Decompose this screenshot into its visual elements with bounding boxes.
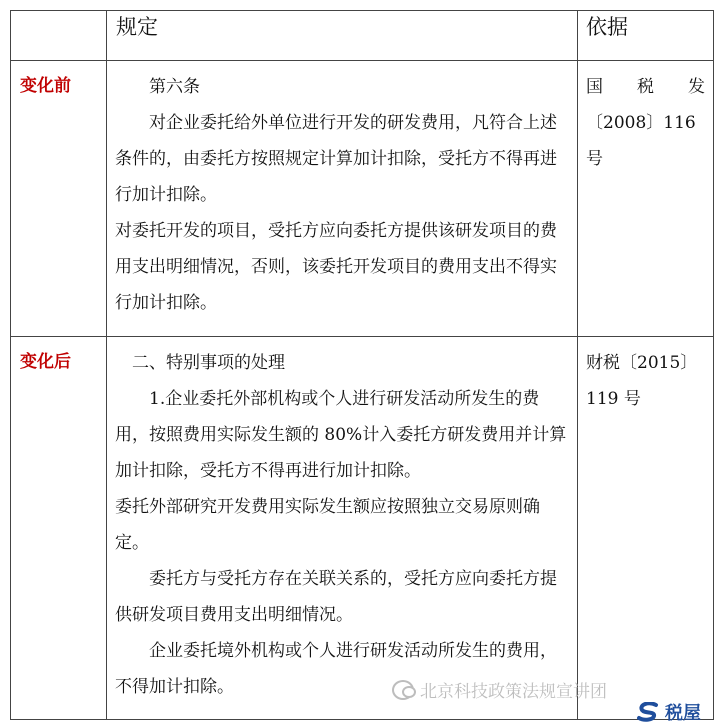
basis-line: 财税〔2015〕: [586, 353, 698, 373]
basis-char: 发: [688, 77, 705, 97]
rule-paragraph: 1.企业委托外部机构或个人进行研发活动所发生的费用，按照费用实际发生额的 80%计入委托方研发费用并计算加计扣除，受托方不得再进行加计扣除。: [115, 389, 567, 481]
watermark-text: 北京科技政策法规宣讲团: [420, 682, 607, 702]
basis-char: 税: [637, 77, 654, 97]
rule-before: [107, 61, 578, 337]
basis-char: 国: [586, 77, 603, 97]
header-basis: 依据: [578, 11, 714, 61]
rule-paragraph: 二、特别事项的处理: [132, 353, 285, 373]
rule-paragraph: 对委托开发的项目，受托方应向委托方提供该研发项目的费用支出明细情况，否则，该委托开发项目的费用支出不得实行加计扣除。: [115, 221, 557, 313]
policy-comparison-table: [10, 10, 714, 720]
basis-line: 119 号: [586, 389, 641, 409]
basis-line: [586, 69, 705, 105]
rule-paragraph: 委托方与受托方存在关联关系的，受托方应向委托方提供研发项目费用支出明细情况。: [115, 569, 557, 625]
watermark: [392, 677, 607, 702]
table-header-row: [11, 11, 714, 61]
logo-text: 税屋: [665, 703, 701, 724]
basis-line: 〔2008〕116: [586, 113, 696, 133]
table-row-before: [11, 61, 714, 337]
rule-paragraph: 第六条: [149, 77, 200, 97]
basis-before: [578, 61, 714, 337]
table-row-after: [11, 337, 714, 720]
rule-paragraph: 委托外部研究开发费用实际发生额应按照独立交易原则确定。: [115, 497, 540, 553]
row-label-after: 变化后: [11, 337, 107, 720]
rule-paragraph: 企业委托境外机构或个人进行研发活动所发生的费用，不得加计扣除。: [115, 641, 557, 697]
wechat-icon: [392, 680, 414, 700]
header-empty-cell: [11, 11, 107, 61]
header-rule: 规定: [107, 11, 578, 61]
rule-after: [107, 337, 578, 720]
shuiwu-logo-icon: [636, 702, 662, 722]
basis-after: [578, 337, 714, 720]
basis-line: 号: [586, 149, 603, 169]
site-logo: [636, 699, 701, 725]
rule-paragraph: 对企业委托给外单位进行开发的研发费用，凡符合上述条件的，由委托方按照规定计算加计扣除，受托方不得再进行加计扣除。: [115, 113, 557, 205]
row-label-before: 变化前: [11, 61, 107, 337]
